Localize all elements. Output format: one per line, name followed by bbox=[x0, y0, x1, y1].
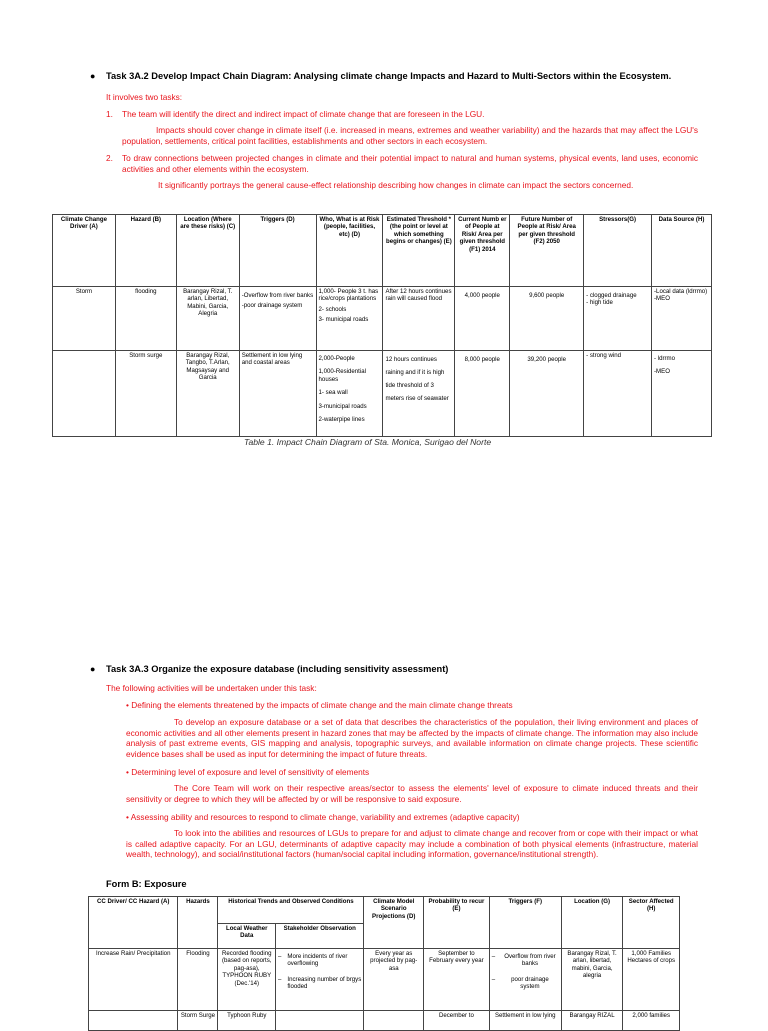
stakeholder-item bbox=[278, 953, 361, 968]
cell-probability: September to February every year bbox=[424, 949, 490, 1011]
risk-item: 2- schools bbox=[318, 305, 347, 313]
trigger-text: poor drainage system bbox=[511, 975, 549, 991]
activity-item: • Determining level of exposure and level of sensitivity of elements bbox=[126, 767, 370, 777]
table-caption: Table 1. Impact Chain Diagram of Sta. Monica, Surigao del Norte bbox=[244, 437, 492, 447]
column-header: Estimated Threshold * (the point or level at which something begins or changes) (E) bbox=[383, 215, 455, 287]
cell-risk bbox=[316, 287, 383, 351]
trigger-item bbox=[492, 953, 559, 968]
risk-item: 1- sea wall bbox=[318, 389, 348, 397]
trigger-item bbox=[492, 976, 559, 991]
table-header-row bbox=[89, 897, 680, 924]
column-header: Who, What is at Risk (people, facilities, etc) (D) bbox=[316, 215, 383, 287]
cell-future: 9,600 people bbox=[510, 287, 584, 351]
column-header: Current Numb er of People at Risk/ Area per given threshold (F1) 2014 bbox=[455, 215, 510, 287]
risk-item: 3-municipal roads bbox=[318, 402, 367, 410]
cell-future: 39,200 people bbox=[510, 351, 584, 437]
risk-item: 2,000-People bbox=[318, 355, 355, 362]
column-header: Future Number of People at Risk/ Area per given threshold (F2) 2050 bbox=[510, 215, 584, 287]
risk-item: 1,000- People 3 t. has rice/crops plantations bbox=[318, 288, 379, 303]
stakeholder-item bbox=[278, 976, 361, 991]
column-header: Stakeholder Observation bbox=[276, 924, 364, 949]
exposure-table bbox=[88, 896, 680, 1031]
paragraph-cause-effect: It significantly portrays the general cause-effect relationship describing how changes in climate can impact the sectors concerned. bbox=[158, 180, 634, 190]
cell-location: Barangay Rizal, T. arlan, Libertad, Mabini, Garcia, Alegria bbox=[176, 287, 239, 351]
cell-triggers bbox=[239, 287, 316, 351]
trigger-item: -poor drainage system bbox=[241, 302, 303, 310]
column-header: Local Weather Data bbox=[218, 924, 276, 949]
stakeholder-text: More incidents of river overflowing bbox=[287, 953, 348, 968]
cell-stakeholder bbox=[276, 949, 364, 1011]
cell-local-weather: Typhoon Ruby bbox=[218, 1011, 276, 1031]
cell-stressors bbox=[584, 287, 652, 351]
column-header: Hazard (B) bbox=[115, 215, 176, 287]
table-header-row bbox=[53, 215, 712, 287]
dash-icon: – bbox=[491, 975, 496, 983]
bullet-icon: ● bbox=[90, 71, 96, 81]
cell-threshold: 12 hours continues raining and if it is high tide threshold of 3 meters rise of seawater bbox=[383, 351, 455, 437]
trigger-item: -Overflow from river banks bbox=[241, 292, 314, 299]
table-row bbox=[53, 351, 712, 437]
trigger-text: Overflow from river banks bbox=[504, 953, 556, 968]
table-row bbox=[53, 287, 712, 351]
source-item: -Local data (ldrrmo) bbox=[654, 288, 708, 295]
risk-item: 3- municipal roads bbox=[318, 316, 369, 324]
dash-icon: – bbox=[491, 953, 496, 960]
cell-driver: Increase Rain/ Precipitation bbox=[89, 949, 178, 1011]
column-header: CC Driver/ CC Hazard (A) bbox=[89, 897, 178, 949]
source-item: - ldrrmo bbox=[654, 355, 676, 362]
list-item-number: 1. bbox=[106, 109, 113, 119]
stressor-item: - high tide bbox=[586, 299, 613, 307]
task-3a3-heading: Task 3A.3 Organize the exposure database (including sensitivity assessment) bbox=[106, 664, 449, 674]
cell-triggers: Settlement in low lying and coastal areas bbox=[239, 351, 316, 437]
column-header: Hazards bbox=[178, 897, 218, 949]
cell-model: Every year as projected by pag-asa bbox=[364, 949, 424, 1011]
paragraph-impacts: Impacts should cover change in climate itself (i.e. increased in means, extremes and weather variability) and the hazards that may affect the LGU's population, settlements, critical point facilities, establishments and other sectors in each ecosystem. bbox=[122, 125, 698, 146]
list-item-number: 2. bbox=[106, 153, 113, 163]
cell-probability: December to bbox=[424, 1011, 490, 1031]
column-header: Historical Trends and Observed Conditions bbox=[218, 897, 364, 924]
risk-item: 2-waterpipe lines bbox=[318, 416, 365, 424]
activity-paragraph: The Core Team will work on their respective areas/sector to assess the elements' level of exposure to climate induced threats and their sensitivity or degree to which they will be affected by or will be responsive to said exposure. bbox=[126, 783, 698, 804]
cell-driver bbox=[53, 351, 116, 437]
cell-threshold: After 12 hours continues rain will caused flood bbox=[383, 287, 455, 351]
column-header: Probability to recur (E) bbox=[424, 897, 490, 949]
cell-location: Barangay Rizal, T. arlan, libertad, mabini, Garcia, alegria bbox=[561, 949, 623, 1011]
cell-sector: 1,000 Families Hectares of crops bbox=[623, 949, 680, 1011]
cell-risk bbox=[316, 351, 383, 437]
stressor-item: - clogged drainage bbox=[586, 292, 637, 299]
cell-sector: 2,000 families bbox=[623, 1011, 680, 1031]
cell-location: Barangay RIZAL bbox=[561, 1011, 623, 1031]
column-header: Data Source (H) bbox=[652, 215, 712, 287]
activity-paragraph: To develop an exposure database or a set of data that describes the characteristics of the population, their living environment and places of economic activities and all other elements present in hazard zones that may be affected by the impacts of climate change. The information may also include analysis of past extreme events, GIS mapping and analysis, topographic surveys, and available information on climate change projects. These scientific evidence bases shall be used as input for determining the impact of future threats. bbox=[126, 717, 698, 759]
cell-source bbox=[652, 351, 712, 437]
activity-item: • Defining the elements threatened by the impacts of climate change and the main climate change threats bbox=[126, 700, 513, 710]
activity-item: • Assessing ability and resources to respond to climate change, variability and extremes (adaptive capacity) bbox=[126, 812, 520, 822]
list-item: To draw connections between projected changes in climate and their potential impact to natural and human systems, physical events, land uses, economic activities and other elements within the ecosystem. bbox=[122, 153, 698, 174]
column-header: Stressors(G) bbox=[584, 215, 652, 287]
column-header: Climate Model Scenario Projections (D) bbox=[364, 897, 424, 949]
cell-triggers: Settlement in low lying bbox=[489, 1011, 561, 1031]
dash-icon: – bbox=[278, 975, 282, 983]
dash-icon: – bbox=[278, 953, 282, 960]
cell-current: 4,000 people bbox=[455, 287, 510, 351]
cell-stakeholder bbox=[276, 1011, 364, 1031]
form-b-title: Form B: Exposure bbox=[106, 879, 187, 889]
activity-paragraph: To look into the abilities and resources of LGUs to prepare for and adjust to climate change and recover from or cope with their impact or what is called adaptive capacity. For an LGU, determinants of adaptive capacity may include a combination of both physical elements (infrastructure, material wealth, technology), and social/institutional factors (human/social capital including information, governance/institutional strength). bbox=[126, 828, 698, 859]
column-header: Triggers (F) bbox=[489, 897, 561, 949]
column-header: Triggers (D) bbox=[239, 215, 316, 287]
task-3a3-intro: The following activities will be undertaken under this task: bbox=[106, 683, 317, 693]
risk-item: 1,000-Residential houses bbox=[318, 368, 366, 383]
column-header: Climate Change Driver (A) bbox=[53, 215, 116, 287]
cell-local-weather: Recorded flooding (based on reports, pag-asa), TYPHOON RUBY (Dec.'14) bbox=[218, 949, 276, 1011]
cell-hazard: Storm Surge bbox=[178, 1011, 218, 1031]
impact-chain-table bbox=[52, 214, 712, 437]
list-item: The team will identify the direct and indirect impact of climate change that are foreseen in the LGU. bbox=[122, 109, 485, 119]
cell-model bbox=[364, 1011, 424, 1031]
source-item: -MEO bbox=[654, 295, 670, 303]
cell-driver bbox=[89, 1011, 178, 1031]
column-header: Sector Affected (H) bbox=[623, 897, 680, 949]
cell-stressors: - strong wind bbox=[584, 351, 652, 437]
cell-hazard: Flooding bbox=[178, 949, 218, 1011]
cell-triggers bbox=[489, 949, 561, 1011]
task-3a2-heading: Task 3A.2 Develop Impact Chain Diagram: Analysing climate change Impacts and Hazard to Multi-Sectors within the Ecosystem. bbox=[106, 71, 672, 81]
table-row bbox=[89, 1011, 680, 1031]
cell-location: Barangay Rizal, Tangbo, T.Arlan, Magsaysay and Garcia bbox=[176, 351, 239, 437]
table-row bbox=[89, 949, 680, 1011]
cell-current: 8,000 people bbox=[455, 351, 510, 437]
stakeholder-text: Increasing number of brgys flooded bbox=[287, 975, 362, 991]
cell-driver: Storm bbox=[53, 287, 116, 351]
source-item: -MEO bbox=[654, 368, 670, 376]
bullet-icon: ● bbox=[90, 664, 96, 674]
column-header: Location (Where are these risks) (C) bbox=[176, 215, 239, 287]
cell-source bbox=[652, 287, 712, 351]
cell-hazard: Storm surge bbox=[115, 351, 176, 437]
cell-hazard: flooding bbox=[115, 287, 176, 351]
task-3a2-intro: It involves two tasks: bbox=[106, 92, 183, 102]
column-header: Location (G) bbox=[561, 897, 623, 949]
